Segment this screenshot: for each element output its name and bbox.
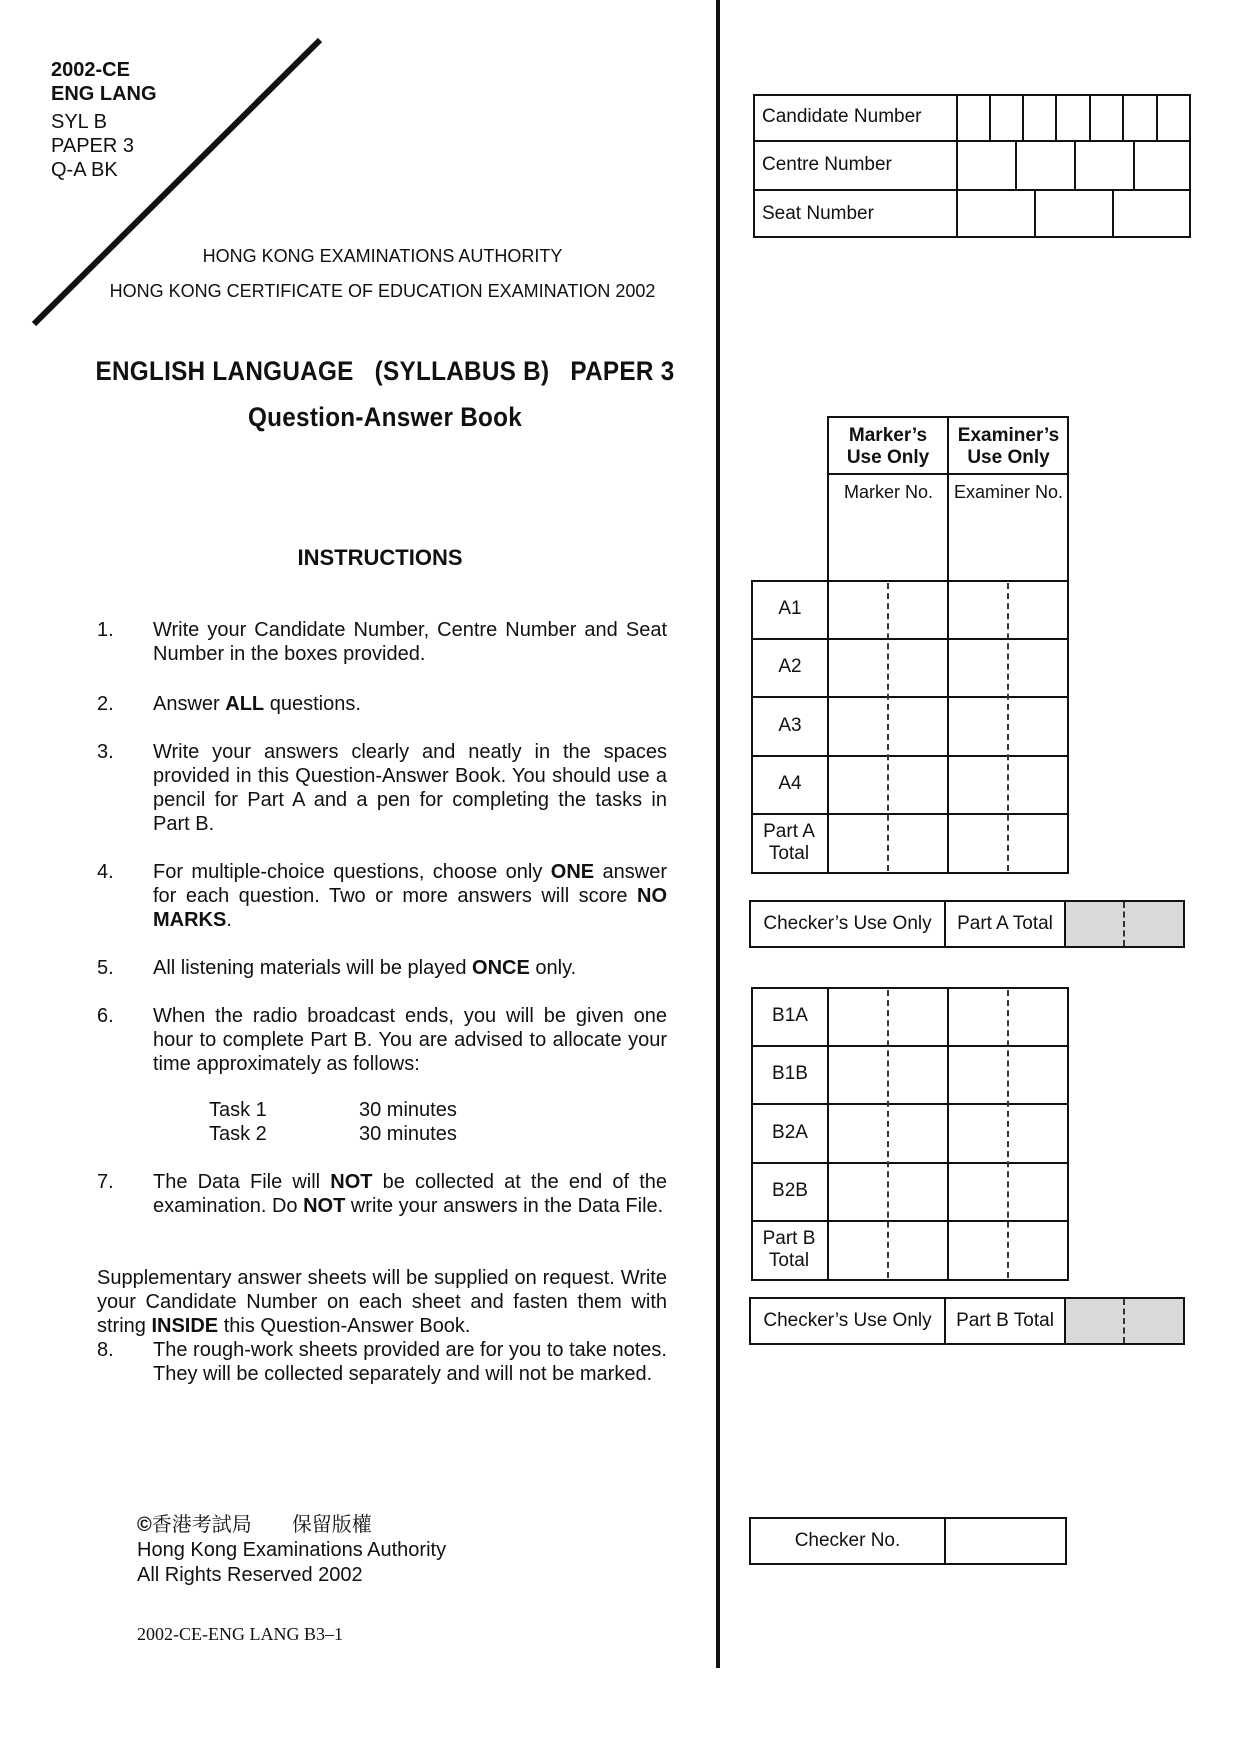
paper-code-syllabus: SYL B xyxy=(51,111,107,133)
instruction-text: The rough-work sheets provided are for you to take notes. They will be collected separately and will not be marked. xyxy=(153,1339,667,1385)
instruction-text: Answer ALL questions. xyxy=(153,693,361,715)
paper-code-year: 2002-CE xyxy=(51,59,130,81)
task1-label: Task 1 xyxy=(209,1099,267,1121)
paper-code-book: Q-A BK xyxy=(51,159,118,181)
field-dash xyxy=(1123,1299,1125,1343)
grid-divider xyxy=(751,813,1069,815)
paper-title: ENGLISH LANGUAGE (SYLLABUS B) PAPER 3 xyxy=(95,356,675,386)
grid-dash xyxy=(887,583,889,871)
id-row-divider xyxy=(753,189,1191,191)
authority-name: HONG KONG EXAMINATIONS AUTHORITY xyxy=(202,246,563,266)
grid-dash xyxy=(1007,990,1009,1278)
box-divider xyxy=(1064,1297,1066,1345)
part-b-total-label: Part B Total xyxy=(956,1310,1054,1331)
page-divider xyxy=(716,0,720,1668)
grid-divider xyxy=(751,638,1069,640)
id-row-divider xyxy=(753,140,1191,142)
grid-divider xyxy=(827,987,829,1281)
checker-use-label: Checker’s Use Only xyxy=(763,1310,932,1331)
candidate-digit-divider xyxy=(1089,94,1091,141)
candidate-digit-divider xyxy=(1156,94,1158,141)
task2-time: 30 minutes xyxy=(359,1123,457,1145)
copyright-chinese: ©香港考試局 保留版權 xyxy=(137,1512,372,1536)
field-dash xyxy=(1123,902,1125,946)
paper-code xyxy=(51,58,157,182)
exam-name: HONG KONG CERTIFICATE OF EDUCATION EXAMINATION 2002 xyxy=(109,281,656,301)
grid-divider xyxy=(751,696,1069,698)
instruction-text: Write your answers clearly and neatly in the spaces provided in this Question-Answer Book. You should use a pencil for Part A and a pen for completing the tasks in Part B. xyxy=(153,741,667,835)
footer-code: 2002-CE-ENG LANG B3–1 xyxy=(137,1624,343,1644)
part-a-total-label: Part A Total xyxy=(957,913,1053,934)
candidate-digit-divider xyxy=(1022,94,1024,141)
candidate-number-label: Candidate Number xyxy=(762,106,922,127)
instruction-number: 3. xyxy=(97,741,114,763)
grid-divider xyxy=(751,1045,1069,1047)
grid-divider xyxy=(947,987,949,1281)
grid-divider xyxy=(827,580,829,874)
row-label-a1: A1 xyxy=(778,598,802,619)
copyright-authority: Hong Kong Examinations Authority xyxy=(137,1539,447,1561)
instruction-text: For multiple-choice questions, choose only ONE answer for each question. Two or more answers will score NO MARKS. xyxy=(153,861,668,931)
book-subtitle: Question-Answer Book xyxy=(247,402,523,432)
grid-divider xyxy=(751,1103,1069,1105)
grid-divider xyxy=(751,1162,1069,1164)
candidate-digit-divider xyxy=(989,94,991,141)
instruction-text: Write your Candidate Number, Centre Number and Seat Number in the boxes provided. xyxy=(153,619,667,665)
checker-no-label: Checker No. xyxy=(794,1530,901,1551)
centre-number-label: Centre Number xyxy=(762,154,892,175)
row-label-part-a-total: Part A Total xyxy=(763,821,815,864)
centre-digit-divider xyxy=(1015,140,1017,190)
seat-digit-divider xyxy=(1112,189,1114,238)
centre-digit-divider xyxy=(1133,140,1135,190)
row-label-b1a: B1A xyxy=(772,1005,808,1026)
grid-divider xyxy=(751,755,1069,757)
row-label-b1b: B1B xyxy=(772,1063,808,1084)
checker-use-label: Checker’s Use Only xyxy=(763,913,932,934)
instruction-number: 2. xyxy=(97,693,114,715)
header-divider xyxy=(827,473,1069,475)
instruction-number: 4. xyxy=(97,861,114,883)
candidate-digit-divider xyxy=(1055,94,1057,141)
examiner-use-header: Examiner’s Use Only xyxy=(957,425,1060,468)
paper-code-paper: PAPER 3 xyxy=(51,135,134,157)
grid-dash xyxy=(887,990,889,1278)
grid-divider xyxy=(947,580,949,874)
row-label-part-b-total: Part B Total xyxy=(762,1228,816,1271)
row-label-a3: A3 xyxy=(778,715,802,736)
instruction-number: 7. xyxy=(97,1171,114,1193)
marker-use-header: Marker’s Use Only xyxy=(846,425,930,468)
copyright-rights: All Rights Reserved 2002 xyxy=(137,1564,363,1586)
instruction-number: 6. xyxy=(97,1005,114,1027)
box-divider xyxy=(944,1517,946,1565)
grid-dash xyxy=(1007,583,1009,871)
marker-no-label: Marker No. xyxy=(843,482,933,502)
row-label-a4: A4 xyxy=(778,773,802,794)
examiner-no-label: Examiner No. xyxy=(953,482,1064,502)
copyright-block xyxy=(137,1512,446,1588)
candidate-digit-divider xyxy=(1122,94,1124,141)
paper-code-subject: ENG LANG xyxy=(51,83,157,105)
instruction-text: When the radio broadcast ends, you will be given one hour to complete Part B. You are advised to allocate your time approximately as follows: xyxy=(153,1005,667,1075)
grid-divider xyxy=(751,1220,1069,1222)
instructions-heading: INSTRUCTIONS xyxy=(297,545,463,570)
row-label-a2: A2 xyxy=(778,656,802,677)
instruction-number: 1. xyxy=(97,619,114,641)
instruction-number: 5. xyxy=(97,957,114,979)
instruction-number: 8. xyxy=(97,1339,114,1361)
instruction-text: All listening materials will be played ONCE only. xyxy=(153,957,577,979)
instruction-text: The Data File will NOT be collected at the end of the examination. Do NOT write your answers in the Data File. xyxy=(153,1171,667,1217)
row-label-b2a: B2A xyxy=(772,1122,808,1143)
row-label-b2b: B2B xyxy=(772,1180,808,1201)
box-divider xyxy=(1064,900,1066,948)
supplementary-note: Supplementary answer sheets will be supplied on request. Write your Candidate Number on each sheet and fasten them with string INSIDE this Question-Answer Book. xyxy=(97,1267,667,1337)
id-col-divider xyxy=(956,94,958,238)
task2-label: Task 2 xyxy=(209,1123,267,1145)
seat-number-label: Seat Number xyxy=(762,203,874,224)
centre-digit-divider xyxy=(1074,140,1076,190)
task1-time: 30 minutes xyxy=(359,1099,457,1121)
seat-digit-divider xyxy=(1034,189,1036,238)
